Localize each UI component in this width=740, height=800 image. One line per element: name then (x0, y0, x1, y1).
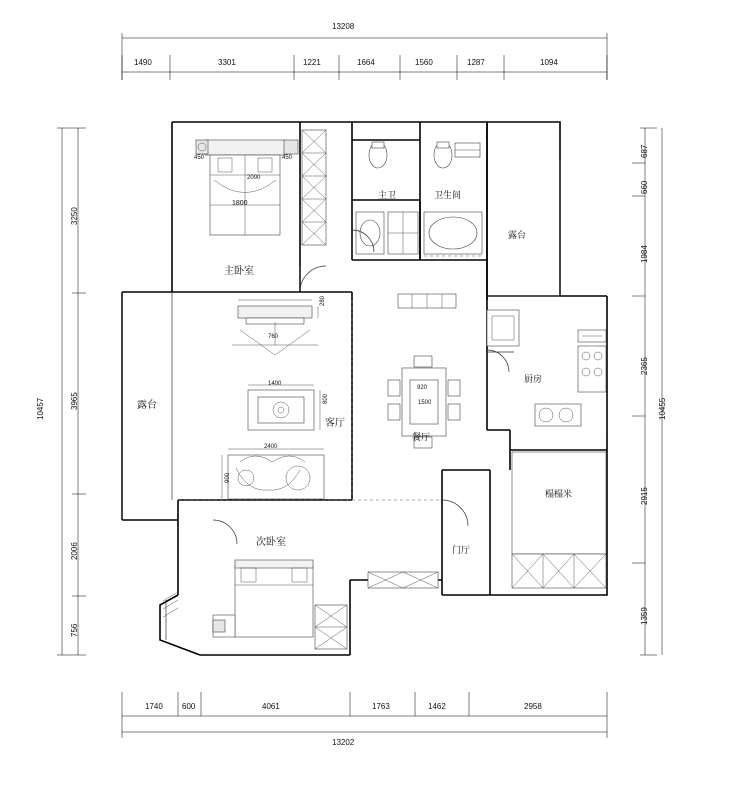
living-room-furniture (222, 300, 324, 499)
dim-left-0: 3250 (70, 207, 79, 225)
dim-top-3: 1664 (357, 58, 375, 67)
dim-right-5: 1359 (640, 607, 649, 625)
dim-bottom-total: 13202 (332, 738, 355, 747)
dim-bed-width: 1800 (232, 200, 248, 207)
dim-bottom-3: 1763 (372, 702, 390, 711)
room-label-terrace-right: 露台 (508, 230, 527, 240)
room-label-living: 客厅 (325, 418, 345, 429)
room-label-dining: 餐厅 (412, 432, 431, 442)
dim-bottom-1: 600 (182, 702, 196, 711)
room-label-master-bedroom: 主卧室 (224, 266, 254, 277)
dim-bed-length: 2000 (247, 175, 261, 181)
dim-bed-gap-right: 450 (282, 155, 293, 161)
dim-table-width: 920 (417, 385, 428, 391)
room-label-tatami: 榻榻米 (545, 489, 573, 499)
dim-bottom-5: 2958 (524, 702, 542, 711)
dim-left-1: 3965 (70, 392, 79, 410)
dim-right-4: 2915 (640, 487, 649, 505)
room-label-second-bedroom: 次卧室 (256, 537, 286, 548)
room-label-foyer: 门厅 (452, 545, 471, 555)
dim-right-total: 10455 (658, 397, 667, 420)
dim-top-2: 1221 (303, 58, 321, 67)
dim-table-depth: 1500 (418, 400, 432, 406)
kitchen-fixtures (487, 310, 606, 426)
dim-right-0: 687 (640, 144, 649, 158)
dim-tv-width: 760 (268, 334, 279, 340)
dim-coffee-width: 1400 (268, 381, 282, 387)
top-dimension-lines (122, 33, 607, 80)
dim-right-3: 2365 (640, 357, 649, 375)
dim-left-3: 756 (70, 623, 79, 637)
dim-top-total: 13208 (332, 22, 355, 31)
dim-right-1: 660 (640, 180, 649, 194)
dim-bottom-0: 1740 (145, 702, 163, 711)
room-label-kitchen: 厨房 (524, 374, 543, 384)
room-label-bathroom: 卫生间 (434, 190, 462, 200)
right-dimension-lines (632, 128, 662, 655)
dim-bed-gap-left: 450 (194, 155, 205, 161)
dim-right-2: 1984 (640, 245, 649, 263)
dim-tv-depth: 280 (320, 295, 326, 306)
dim-top-6: 1094 (540, 58, 558, 67)
dining-furniture (388, 294, 460, 448)
second-bedroom-furniture (163, 560, 347, 649)
bathroom-fixtures (356, 142, 482, 256)
dim-top-1: 3301 (218, 58, 236, 67)
dim-left-total: 10457 (36, 397, 45, 420)
dim-top-5: 1287 (467, 58, 485, 67)
dim-left-2: 2006 (70, 542, 79, 560)
dim-top-4: 1560 (415, 58, 433, 67)
bottom-dimension-lines (122, 692, 607, 738)
room-label-master-bath: 主卫 (378, 190, 397, 200)
dim-bottom-4: 1462 (428, 702, 446, 711)
dim-coffee-depth: 800 (323, 393, 329, 404)
dim-top-0: 1490 (134, 58, 152, 67)
tatami-furniture (512, 452, 606, 588)
dim-bottom-2: 4061 (262, 702, 280, 711)
room-label-terrace-left: 露台 (137, 400, 157, 411)
master-bedroom-furniture (196, 130, 326, 245)
dim-sofa-width: 2400 (264, 444, 278, 450)
dim-sofa-depth: 900 (225, 472, 231, 483)
